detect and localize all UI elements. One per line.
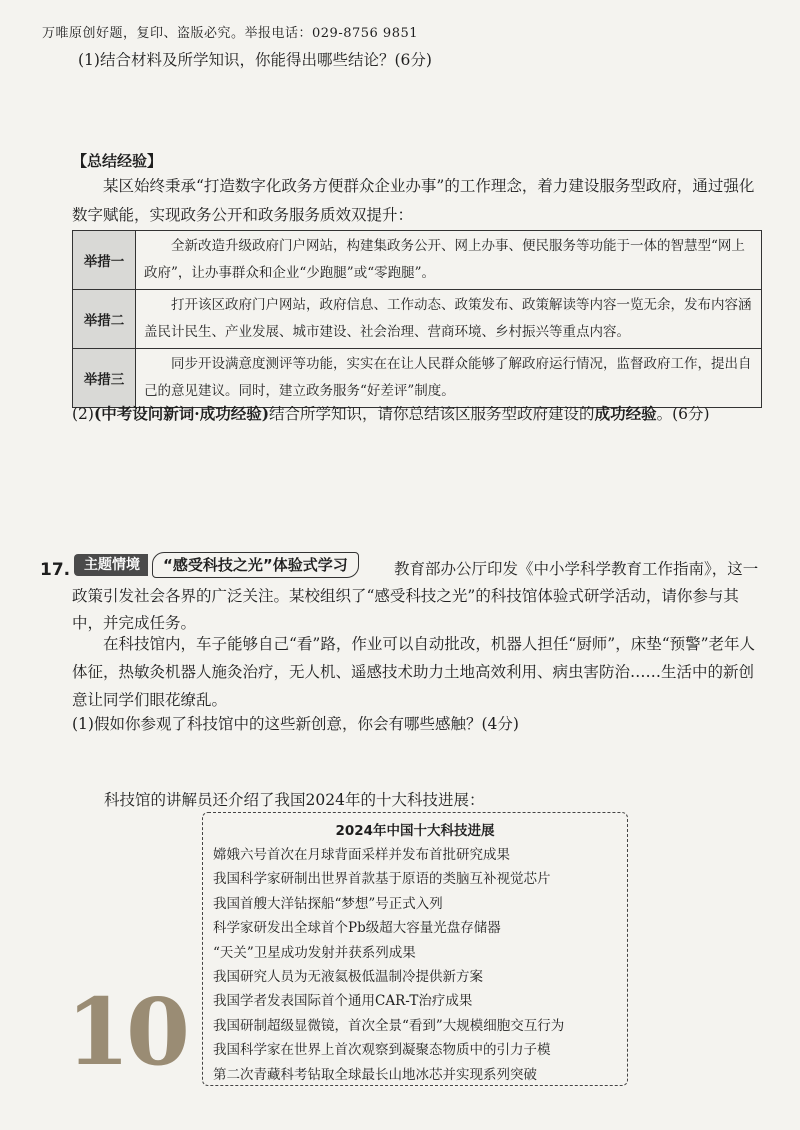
summary-heading: 【总结经验】 [72,152,163,170]
list-item: 第二次青藏科考钻取全球最长山地冰芯并实现系列突破 [213,1066,537,1083]
summary-paragraph: 某区始终秉承“打造数字化政务方便群众企业办事”的工作理念，着力建设服务型政府，通过强化数字赋能，实现政务公开和政务服务质效双提升： [72,177,755,224]
page-number: 10 [66,978,187,1086]
q16-part2-text: 结合所学知识，请你总结该区服务型政府建设的 [269,405,595,423]
table-row [73,231,762,290]
q17-part1-question: (1)假如你参观了科技馆中的这些新创意，你会有哪些感触？(4分) [72,715,519,733]
q16-part2-prefix: (2) [72,405,94,423]
list-item: “天关”卫星成功发射并获系列成果 [213,944,416,961]
q16-part1-question: (1)结合材料及所学知识，你能得出哪些结论？(6分) [78,51,432,69]
measure-label: 举措三 [73,349,136,408]
list-item: 我国科学家在世界上首次观察到凝聚态物质中的引力子模 [213,1042,551,1059]
theme-tag: 主题情境 [74,554,148,576]
table-row [73,290,762,349]
measures-table [72,230,762,408]
list-item: 我国科学家研制出世界首款基于原语的类脑互补视觉芯片 [213,871,551,888]
measure-text: 同步开设满意度测评等功能，实实在在让人民群众能够了解政府运行情况，监督政府工作，提出自己的意见建议。同时，建立政务服务“好差评”制度。 [136,349,762,408]
list-item: 我国学者发表国际首个通用CAR-T治疗成果 [213,993,473,1010]
measure-text: 全新改造升级政府门户网站，构建集政务公开、网上办事、便民服务等功能于一体的智慧型“网上政府”，让办事群众和企业“少跑腿”或“零跑腿”。 [136,231,762,290]
box-title: 2024年中国十大科技进展 [335,823,495,839]
measure-text: 打开该区政府门户网站，政府信息、工作动态、政策发布、政策解读等内容一览无余，发布内容涵盖民计民生、产业发展、城市建设、社会治理、营商环境、乡村振兴等重点内容。 [136,290,762,349]
table-row [73,349,762,408]
list-item: 嫦娥六号首次在月球背面采样并发布首批研究成果 [213,847,510,863]
list-item: 我国首艘大洋钻探船“梦想”号正式入列 [213,895,443,912]
measure-label: 举措一 [73,231,136,290]
guide-text: 科技馆的讲解员还介绍了我国2024年的十大科技进展： [104,791,485,809]
measure-label: 举措二 [73,290,136,349]
q17-material: 在科技馆内，车子能够自己“看”路，作业可以自动批改，机器人担任“厨师”，床垫“预警”老年人体征，热敏灸机器人施灸治疗，无人机、遥感技术助力土地高效利用、病虫害防治……生活中的新创意让同学们眼花缭乱。 [72,635,756,709]
tech-progress-list [213,843,564,1087]
theme-title-tag: “感受科技之光”体验式学习 [152,552,359,578]
q16-part2-keyword: 成功经验 [594,405,657,423]
page-header-notice: 万唯原创好题，复印、盗版必究。举报电话：029-8756 9851 [42,26,419,41]
list-item: 科学家研发出全球首个Pb级超大容量光盘存储器 [213,920,501,937]
q17-intro: 教育部办公厅印发《中小学科学教育工作指南》，这一政策引发社会各界的广泛关注。某校组织了“感受科技之光”的科技馆体验式研学活动，请你参与其中，并完成任务。 [72,560,759,632]
list-item: 我国研制超级显微镜，首次全景“看到”大规模细胞交互行为 [213,1017,565,1034]
q17-number: 17. [40,560,71,580]
q16-part2-suffix: 。(6分) [656,405,710,423]
tech-progress-box [202,812,628,1086]
list-item: 我国研究人员为无液氦极低温制冷提供新方案 [213,969,483,986]
q16-part2-question [72,402,710,424]
q16-part2-tag: (中考设问新词·成功经验) [93,404,270,423]
